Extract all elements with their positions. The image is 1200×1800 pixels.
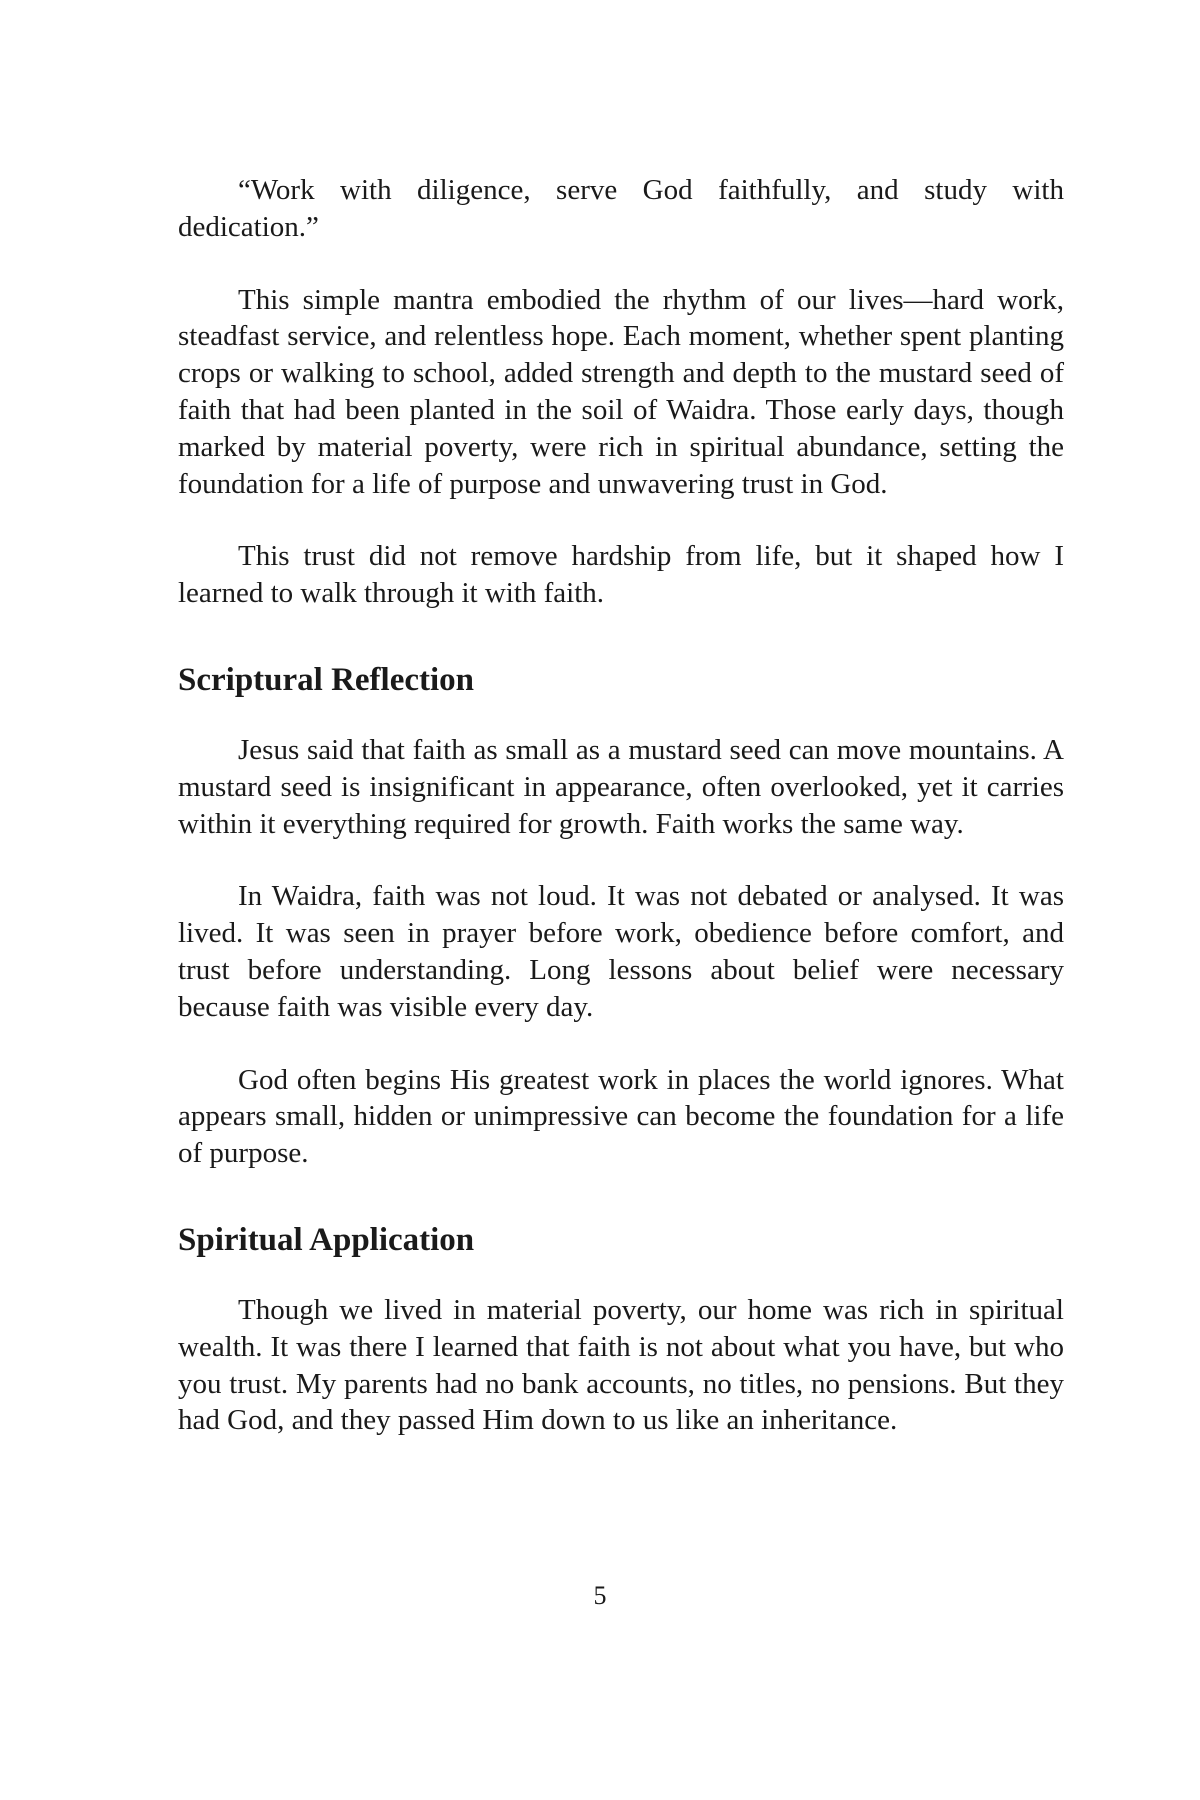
spiritual-application-heading: Spiritual Application <box>178 1221 475 1258</box>
scriptural-paragraph-2: In Waidra, faith was not loud. It was not debated or analysed. It was lived. It was seen in prayer before work, obedience before comfort, and trust before understanding. Long lessons about belief were necessary because faith was visible every day. <box>178 880 1064 1023</box>
intro-paragraph-1: “Work with diligence, serve God faithfully, and study with dedication.” <box>178 174 1064 243</box>
scriptural-paragraph-3: God often begins His greatest work in places the world ignores. What appears small, hidden or unimpressive can become the foundation for a life of purpose. <box>178 1063 1064 1170</box>
intro-paragraph-3: This trust did not remove hardship from life, but it shaped how I learned to walk through it with faith. <box>178 540 1064 610</box>
page-body <box>178 172 1064 1475</box>
scriptural-reflection-heading: Scriptural Reflection <box>178 661 475 698</box>
spiritual-paragraph-1: Though we lived in material poverty, our home was rich in spiritual wealth. It was there I learned that faith is not about what you have, but who you trust. My parents had no bank accounts, no titles, no pensions. But they had God, and they passed Him down to us like an inheritance. <box>178 1293 1064 1437</box>
intro-paragraph-2: This simple mantra embodied the rhythm of our lives—hard work, steadfast service, and relentless hope. Each moment, whether spent planting crops or walking to school, added strength and depth to the mustard seed of faith that had been planted in the soil of Waidra. Those early days, though marked by material poverty, were rich in spiritual abundance, setting the foundation for a life of purpose and unwavering trust in God. <box>178 283 1064 500</box>
page-number: 5 <box>593 1581 607 1610</box>
scriptural-paragraph-1: Jesus said that faith as small as a mustard seed can move mountains. A mustard seed is insignificant in appearance, often overlooked, yet it carries within it everything required for growth. Faith works the same way. <box>178 733 1064 840</box>
